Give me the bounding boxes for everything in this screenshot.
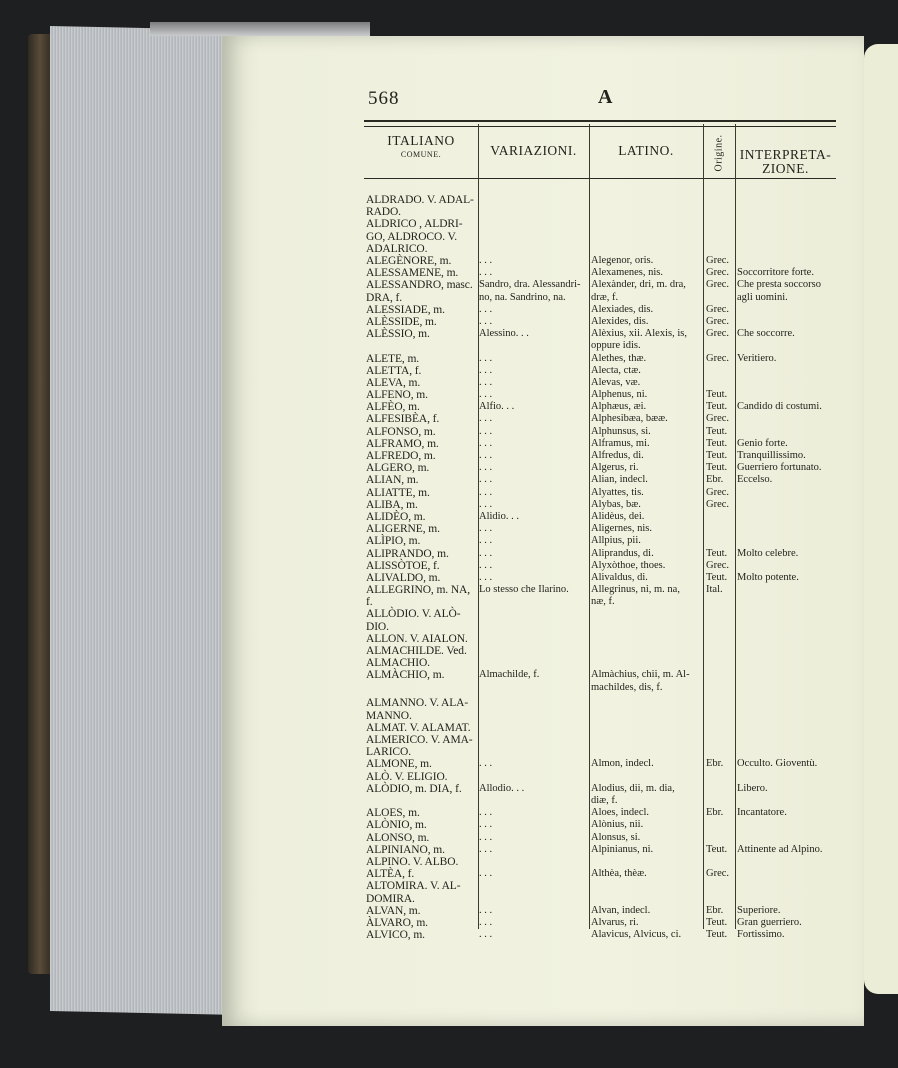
entry-variazioni: Alessino. . . — [479, 328, 529, 340]
entry-origine: Grec. — [706, 254, 730, 266]
facing-page-edge — [864, 44, 898, 994]
entry-latino: Alodius, dii, m. dia, diæ, f. — [591, 782, 675, 807]
header-origine — [705, 130, 733, 176]
table-row — [364, 255, 836, 267]
entry-origine: Teut. — [706, 450, 728, 462]
entry-latino: Aloes, indecl. — [591, 807, 650, 819]
table-row — [364, 316, 836, 328]
table-row — [364, 608, 836, 632]
entry-italiano: ALDRICO , ALDRI- GO, ALDROCO. V. ADALRICO. — [366, 218, 463, 255]
entry-interpretazione: Eccelso. — [737, 474, 773, 486]
entry-interpretazione: Occulto. Gioventù. — [737, 758, 818, 770]
entry-origine: Ebr. — [706, 807, 724, 819]
entry-origine: Teut. — [706, 929, 728, 941]
entry-italiano: ALPINO. V. ALBO. — [366, 855, 459, 868]
entry-latino: Alexides, dis. — [591, 315, 649, 327]
entry-variazioni: . . . — [479, 364, 493, 376]
entry-italiano: ALFENO, m. — [366, 389, 428, 402]
entry-origine: Teut. — [706, 547, 728, 559]
table-row — [364, 535, 836, 547]
entry-interpretazione: Molto potente. — [737, 571, 799, 583]
header-interpretazione-title: INTERPRETA- ZIONE. — [739, 147, 832, 176]
table-row — [364, 584, 836, 608]
header-variazioni — [478, 144, 589, 158]
entry-italiano: ALVICO, m. — [366, 929, 425, 942]
entry-italiano: ALETE, m. — [366, 352, 420, 365]
header-italiano-subtitle: COMUNE. — [400, 150, 442, 159]
entry-latino: Alònius, nii. — [591, 819, 644, 831]
entry-variazioni: . . . — [479, 498, 493, 510]
entry-interpretazione: Guerriero fortunato. — [737, 462, 822, 474]
entry-variazioni: . . . — [479, 462, 493, 474]
entry-variazioni: . . . — [479, 819, 493, 831]
entry-italiano: ALISSÒTOE, f. — [366, 559, 440, 572]
table-row — [364, 645, 836, 669]
entry-latino: Alexànder, dri, m. dra, dræ, f. — [591, 279, 686, 303]
entry-latino: Alidèus, dei. — [591, 510, 645, 522]
entry-italiano: ALFÈO, m. — [366, 401, 420, 414]
entry-variazioni: . . . — [479, 413, 493, 425]
entry-origine: Grec. — [706, 498, 730, 510]
table-row — [364, 426, 836, 438]
entry-italiano: ALIPRANDO, m. — [366, 547, 449, 560]
entry-interpretazione: Gran guerriero. — [737, 916, 802, 928]
entry-italiano: ALFESIBÈA, f. — [366, 413, 440, 426]
table-row — [364, 401, 836, 413]
entry-origine: Grec. — [706, 486, 730, 498]
entry-latino: Alvan, indecl. — [591, 904, 651, 916]
entry-origine: Teut. — [706, 437, 728, 449]
entry-variazioni: . . . — [479, 904, 493, 916]
entry-latino: Alframus, mi. — [591, 437, 650, 449]
table-row — [364, 771, 836, 783]
entry-origine: Teut. — [706, 843, 728, 855]
entry-italiano: ALESSANDRO, masc. DRA, f. — [366, 279, 473, 304]
entry-interpretazione: Veritiero. — [737, 352, 777, 364]
entry-origine: Teut. — [706, 916, 728, 928]
table-row — [364, 279, 836, 303]
entry-origine: Teut. — [706, 462, 728, 474]
entry-italiano: ALMANNO. V. ALA- MANNO. — [366, 697, 469, 722]
entry-interpretazione: Genio forte. — [737, 437, 788, 449]
entry-origine: Ebr. — [706, 474, 724, 486]
entry-latino: Alevas, væ. — [591, 376, 641, 388]
table-row — [364, 474, 836, 486]
entry-latino: Alonsus, si. — [591, 831, 641, 843]
entry-variazioni: . . . — [479, 547, 493, 559]
entry-interpretazione: Molto celebre. — [737, 547, 799, 559]
entry-italiano: ALLÒDIO. V. ALÒ- DIO. — [366, 608, 461, 633]
entry-interpretazione: Soccorritore forte. — [737, 267, 814, 279]
entry-italiano: ALIGERNE, m. — [366, 523, 440, 536]
entry-italiano: ALFREDO, m. — [366, 450, 436, 463]
entry-origine: Grec. — [706, 303, 730, 315]
entry-interpretazione: Attinente ad Alpino. — [737, 843, 823, 855]
entry-latino: Alphenus, ni. — [591, 389, 648, 401]
table-row — [364, 929, 836, 941]
entry-variazioni: . . . — [479, 254, 493, 266]
entry-origine: Teut. — [706, 571, 728, 583]
entry-latino: Alegenor, oris. — [591, 254, 654, 266]
table-row — [364, 697, 836, 721]
entry-italiano: ALTOMIRA. V. AL- DOMIRA. — [366, 880, 461, 905]
entry-latino: Alethes, thæ. — [591, 352, 647, 364]
entry-variazioni: Lo stesso che Ilarino. — [479, 584, 569, 596]
entry-latino: Almàchius, chii, m. Al- machildes, dis, f. — [591, 669, 690, 693]
entry-italiano: ALPINIANO, m. — [366, 843, 445, 856]
table-row — [364, 523, 836, 535]
entry-italiano: ALESSIADE, m. — [366, 303, 445, 316]
entry-latino: Alian, indecl. — [591, 474, 648, 486]
table-row — [364, 462, 836, 474]
table-row — [364, 807, 836, 819]
table-row — [364, 844, 836, 856]
entry-latino: Althèa, thèæ. — [591, 868, 647, 880]
entry-origine: Grec. — [706, 328, 730, 340]
entry-variazioni: . . . — [479, 831, 493, 843]
table-row — [364, 365, 836, 377]
table-row — [364, 560, 836, 572]
table-row — [364, 438, 836, 450]
table-row — [364, 783, 836, 807]
entry-origine: Teut. — [706, 425, 728, 437]
entry-variazioni: Allodio. . . — [479, 782, 525, 794]
header-italiano-title: ITALIANO — [387, 133, 455, 148]
table-row — [364, 917, 836, 929]
entry-italiano: ALFONSO, m. — [366, 425, 436, 438]
entry-latino: Aliprandus, di. — [591, 547, 654, 559]
table-row — [364, 353, 836, 365]
entry-latino: Alphesibæa, bææ. — [591, 413, 668, 425]
entry-latino: Alivaldus, di. — [591, 571, 648, 583]
entry-italiano: ALIDÈO, m. — [366, 510, 426, 523]
table-row — [364, 413, 836, 425]
entry-italiano: ALMAT. V. ALAMAT. — [366, 721, 471, 734]
entry-interpretazione: Superiore. — [737, 904, 781, 916]
table-row — [364, 487, 836, 499]
entry-variazioni: . . . — [479, 523, 493, 535]
entry-variazioni: . . . — [479, 425, 493, 437]
entry-latino: Alèxius, xii. Alexis, is, oppure idis. — [591, 328, 687, 352]
entry-latino: Alphæus, æi. — [591, 401, 647, 413]
entry-italiano: ÀLVARO, m. — [366, 916, 428, 929]
entry-italiano: ALVAN, m. — [366, 904, 421, 917]
header-italiano — [364, 134, 478, 162]
entry-variazioni: . . . — [479, 303, 493, 315]
entry-origine: Grec. — [706, 559, 730, 571]
table-row — [364, 548, 836, 560]
entry-italiano: ALÒNIO, m. — [366, 819, 427, 832]
entry-origine: Ital. — [706, 584, 723, 596]
table-row — [364, 267, 836, 279]
table-row — [364, 499, 836, 511]
entry-latino: Alvarus, ri. — [591, 916, 639, 928]
entry-italiano: ALMACHILDE. Ved. ALMACHIO. — [366, 645, 467, 670]
header-latino — [589, 144, 703, 158]
table-row — [364, 194, 836, 218]
entry-variazioni: . . . — [479, 389, 493, 401]
entry-latino: Algerus, ri. — [591, 462, 639, 474]
entry-interpretazione: Che soccorre. — [737, 328, 795, 340]
page-number: 568 — [368, 88, 400, 109]
entry-italiano: ALOES, m. — [366, 807, 420, 820]
entry-latino: Alpinianus, ni. — [591, 843, 654, 855]
entry-origine: Ebr. — [706, 758, 724, 770]
entry-variazioni: . . . — [479, 916, 493, 928]
entry-variazioni: Alidio. . . — [479, 510, 519, 522]
entry-origine: Grec. — [706, 352, 730, 364]
entry-italiano: ALESSAMENE, m. — [366, 267, 459, 280]
table-row — [364, 722, 836, 734]
entry-italiano: ALÈSSIO, m. — [366, 328, 430, 341]
entry-latino: Alybas, bæ. — [591, 498, 641, 510]
entry-variazioni: . . . — [479, 352, 493, 364]
page-block-top — [150, 22, 370, 36]
entry-latino: Alfredus, di. — [591, 450, 644, 462]
header-interpretazione — [735, 134, 836, 176]
table-row — [364, 450, 836, 462]
entry-italiano: ALLON. V. AIALON. — [366, 632, 468, 645]
entry-variazioni: . . . — [479, 571, 493, 583]
entry-italiano: ALÈSSIDE, m. — [366, 315, 437, 328]
table-row — [364, 819, 836, 831]
table-row — [364, 832, 836, 844]
entry-italiano: ALDRADO. V. ADAL- RADO. — [366, 194, 474, 219]
entry-latino: Alyattes, tis. — [591, 486, 644, 498]
entry-italiano: ALFRAMO, m. — [366, 437, 439, 450]
entry-latino: Alexiades, dis. — [591, 303, 654, 315]
entry-variazioni: . . . — [479, 376, 493, 388]
entry-variazioni: . . . — [479, 807, 493, 819]
entry-origine: Grec. — [706, 315, 730, 327]
entry-variazioni: . . . — [479, 437, 493, 449]
table-row — [364, 633, 836, 645]
header-top-rule — [364, 120, 836, 127]
entry-italiano: ALMERICO. V. AMA- LARICO. — [366, 734, 473, 759]
entry-origine: Teut. — [706, 401, 728, 413]
table-row — [364, 734, 836, 758]
entry-italiano: ALETTA, f. — [366, 364, 422, 377]
entry-interpretazione: Fortissimo. — [737, 929, 785, 941]
entry-italiano: ALÌPIO, m. — [366, 535, 421, 548]
entry-variazioni: . . . — [479, 486, 493, 498]
entry-interpretazione: Candido di costumi. — [737, 401, 822, 413]
entry-latino: Alyxòthoe, thoes. — [591, 559, 666, 571]
entry-italiano: ALIVALDO, m. — [366, 571, 441, 584]
table-row — [364, 572, 836, 584]
entry-variazioni: . . . — [479, 315, 493, 327]
entry-italiano: ALIATTE, m. — [366, 486, 430, 499]
entry-italiano: ALEGÈNORE, m. — [366, 254, 452, 267]
entry-italiano: ALONSO, m. — [366, 831, 430, 844]
page-block-edge — [50, 26, 222, 1015]
entry-variazioni: . . . — [479, 868, 493, 880]
entry-origine: Ebr. — [706, 904, 724, 916]
entry-origine: Grec. — [706, 413, 730, 425]
entries-table — [364, 194, 836, 941]
entry-italiano: ALEVA, m. — [366, 376, 421, 389]
entry-variazioni: Sandro, dra. Alessandri- no, na. Sandrino, na. — [479, 279, 581, 303]
entry-variazioni: Almachilde, f. — [479, 669, 540, 681]
entry-latino: Alecta, ctæ. — [591, 364, 641, 376]
entry-variazioni: . . . — [479, 758, 493, 770]
entry-latino: Aligernes, nis. — [591, 523, 652, 535]
table-row — [364, 868, 836, 880]
entry-variazioni: . . . — [479, 929, 493, 941]
entry-variazioni: . . . — [479, 267, 493, 279]
header-latino-title: LATINO. — [618, 143, 674, 158]
entry-italiano: ALTÈA, f. — [366, 868, 415, 881]
table-row — [364, 669, 836, 697]
header-bottom-rule — [364, 178, 836, 179]
table-row — [364, 758, 836, 770]
entry-variazioni: . . . — [479, 474, 493, 486]
header-variazioni-title: VARIAZIONI. — [490, 143, 577, 158]
entry-latino: Allpius, pii. — [591, 535, 641, 547]
entry-origine: Grec. — [706, 279, 730, 291]
entry-italiano: ALMÀCHIO, m. — [366, 669, 445, 682]
entry-italiano: ALÒDIO, m. DIA, f. — [366, 782, 462, 795]
entry-italiano: ALLEGRINO, m. NA, f. — [366, 584, 471, 609]
entry-italiano: ALGERO, m. — [366, 462, 430, 475]
entry-origine: Grec. — [706, 267, 730, 279]
entry-origine: Teut. — [706, 389, 728, 401]
entry-latino: Allegrinus, ni, m. na, næ, f. — [591, 584, 680, 608]
entry-variazioni: . . . — [479, 843, 493, 855]
entry-latino: Alphunsus, si. — [591, 425, 651, 437]
table-row — [364, 328, 836, 352]
entry-latino: Alexamenes, nis. — [591, 267, 664, 279]
section-letter: A — [598, 86, 613, 108]
table-row — [364, 880, 836, 904]
table-row — [364, 905, 836, 917]
entry-italiano: ALIAN, m. — [366, 474, 419, 487]
entry-variazioni: . . . — [479, 559, 493, 571]
entry-latino: Almon, indecl. — [591, 758, 654, 770]
entry-italiano: ALMONE, m. — [366, 758, 432, 771]
entry-italiano: ALIBA, m. — [366, 498, 418, 511]
entry-variazioni: Alfio. . . — [479, 401, 515, 413]
table-row — [364, 856, 836, 868]
entry-italiano: ALÒ. V. ELIGIO. — [366, 770, 448, 783]
entry-interpretazione: Tranquillissimo. — [737, 450, 806, 462]
entry-origine: Grec. — [706, 868, 730, 880]
table-row — [364, 304, 836, 316]
entry-interpretazione: Incantatore. — [737, 807, 787, 819]
table-row — [364, 218, 836, 255]
entry-variazioni: . . . — [479, 535, 493, 547]
table-row — [364, 389, 836, 401]
table-row — [364, 511, 836, 523]
header-origine-title: Origine. — [713, 134, 725, 172]
entry-interpretazione: Che presta soccorso agli uomini. — [737, 279, 821, 303]
entry-interpretazione: Libero. — [737, 782, 768, 794]
entry-variazioni: . . . — [479, 450, 493, 462]
table-row — [364, 377, 836, 389]
entry-latino: Alavicus, Alvicus, ci. — [591, 929, 682, 941]
